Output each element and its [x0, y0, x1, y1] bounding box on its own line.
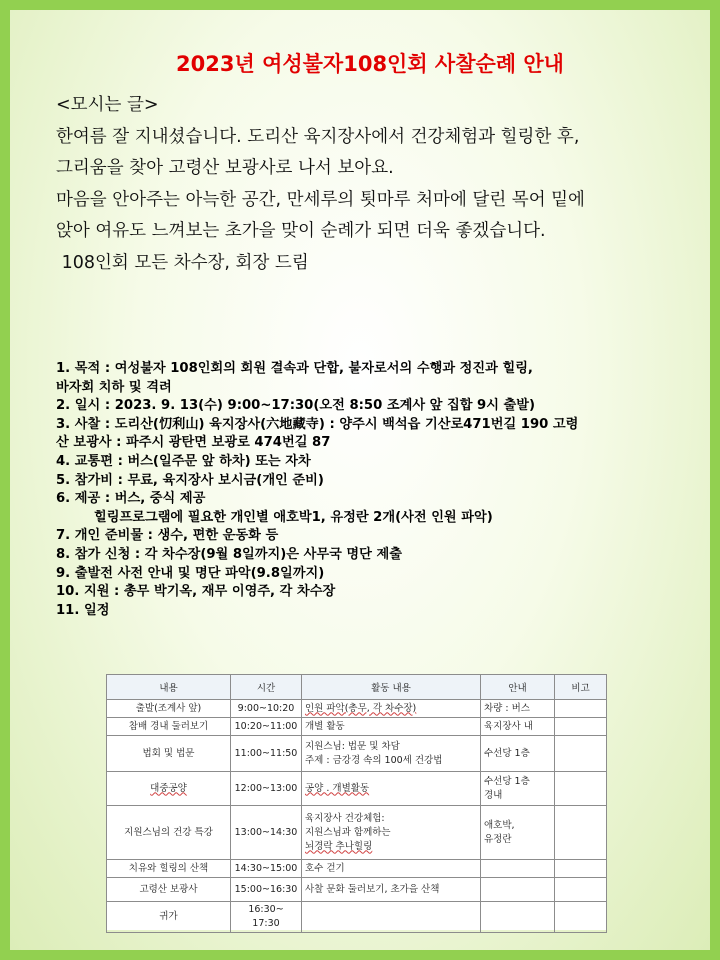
invitation-line: 앉아 여유도 느껴보는 초가을 맞이 순례가 되면 더욱 좋겠습니다. — [56, 221, 546, 241]
detail-registration: 8. 참가 신청 : 각 차수장(9월 8일까지)은 사무국 명단 제출 — [56, 546, 402, 562]
table-row — [107, 736, 607, 772]
detail-schedule: 11. 일정 — [56, 602, 110, 618]
schedule-table — [106, 674, 607, 933]
detail-transport: 4. 교통편 : 버스(일주문 앞 하차) 또는 자차 — [56, 453, 311, 469]
detail-date: 2. 일시 : 2023. 9. 13(수) 9:00~17:30(오전 8:50 조계사 앞 집합 9시 출발) — [56, 398, 536, 414]
schedule-table-wrapper — [106, 674, 606, 930]
cell-activity: 개별 활동 — [302, 718, 481, 736]
cell-note — [555, 700, 607, 718]
detail-purpose: 1. 목적 : 여성불자 108인회의 회원 결속과 단합, 불자로서의 수행과 정진과 힐링, — [56, 361, 533, 376]
cell-guide — [481, 878, 555, 902]
table-header-row — [107, 675, 607, 700]
cell-item: 참배 경내 둘러보기 — [107, 718, 231, 736]
detail-temples-cont: 산 보광사 : 파주시 광탄면 보광로 474번길 87 — [56, 435, 331, 451]
event-details — [56, 360, 706, 620]
header-note: 비고 — [555, 675, 607, 700]
activity-line — [305, 840, 477, 854]
cell-activity: 사찰 문화 둘러보기, 초가을 산책 — [302, 878, 481, 902]
cell-guide — [481, 772, 555, 806]
detail-support: 10. 지원 : 총무 박기옥, 재무 이영주, 각 차수장 — [56, 584, 336, 600]
cell-time: 11:00~11:50 — [231, 736, 302, 772]
detail-purpose-cont: 바자회 치하 및 격려 — [56, 379, 172, 395]
detail-provided: 6. 제공 : 버스, 중식 제공 — [56, 491, 206, 507]
cell-activity — [302, 902, 481, 933]
cell-time: 16:30~ 17:30 — [231, 902, 302, 933]
cell-guide: 육지장사 내 — [481, 718, 555, 736]
activity-text: 공양 . 개별활동 — [305, 782, 370, 794]
page-title: 2023년 여성불자108인회 사찰순례 안내 — [176, 52, 564, 76]
invitation-line: 마음을 안아주는 아늑한 공간, 만세루의 툇마루 처마에 달린 목어 밑에 — [56, 189, 585, 210]
cell-item: 법회 및 법문 — [107, 736, 231, 772]
activity-text: 인원 파악(총무, 각 차수장) — [305, 702, 417, 714]
cell-activity — [302, 772, 481, 806]
header-item: 내용 — [107, 675, 231, 700]
cell-time: 15:00~16:30 — [231, 878, 302, 902]
detail-notice: 9. 출발전 사전 안내 및 명단 파악(9.8일까지) — [56, 565, 325, 581]
cell-time: 10:20~11:00 — [231, 718, 302, 736]
guide-line: 유정란 — [484, 833, 512, 845]
cell-note — [555, 736, 607, 772]
cell-item — [107, 772, 231, 806]
table-row — [107, 860, 607, 878]
activity-line: 주제 : 금강경 속의 100세 건강법 — [305, 754, 443, 766]
item-text: 대중공양 — [150, 782, 187, 794]
activity-line: 지원스님과 함께하는 — [305, 826, 391, 838]
detail-provided-cont: 힐링프로그램에 필요한 개인별 애호박1, 유정란 2개(사전 인원 파악) — [94, 509, 493, 525]
cell-item: 지원스님의 건강 특강 — [107, 806, 231, 860]
cell-activity — [302, 736, 481, 772]
activity-line: 지원스님: 법문 및 차담 — [305, 740, 400, 752]
table-row — [107, 902, 607, 933]
cell-note — [555, 902, 607, 933]
header-activity: 활동 내용 — [302, 675, 481, 700]
cell-guide: 수선당 1층 — [481, 736, 555, 772]
cell-activity — [302, 806, 481, 860]
invitation-line: 한여름 잘 지내셨습니다. 도리산 육지장사에서 건강체험과 힐링한 후, — [56, 126, 580, 147]
cell-guide — [481, 902, 555, 933]
detail-temples: 3. 사찰 : 도리산(忉利山) 육지장사(六地藏寺) : 양주시 백석읍 기산로471번길 190 고령 — [56, 416, 579, 432]
guide-line: 경내 — [484, 789, 503, 801]
invitation-line: 그리움을 찾아 고령산 보광사로 나서 보아요. — [56, 158, 394, 178]
cell-item: 귀가 — [107, 902, 231, 933]
table-row — [107, 772, 607, 806]
table-row — [107, 878, 607, 902]
cell-guide — [481, 806, 555, 860]
cell-item: 치유와 힐링의 산책 — [107, 860, 231, 878]
cell-note — [555, 772, 607, 806]
header-guide: 안내 — [481, 675, 555, 700]
guide-line: 애호박, — [484, 819, 515, 831]
cell-note — [555, 860, 607, 878]
cell-note — [555, 806, 607, 860]
invitation-letter — [56, 90, 706, 279]
table-row — [107, 718, 607, 736]
cell-time: 9:00~10:20 — [231, 700, 302, 718]
invitation-heading: <모시는 글> — [56, 95, 159, 115]
cell-activity: 호수 걷기 — [302, 860, 481, 878]
cell-guide: 차량 : 버스 — [481, 700, 555, 718]
cell-item: 출발(조계사 앞) — [107, 700, 231, 718]
cell-time: 13:00~14:30 — [231, 806, 302, 860]
invitation-signature: 108인회 모든 차수장, 회장 드림 — [56, 252, 309, 273]
cell-note — [555, 878, 607, 902]
activity-line: 육지장사 건강체험: — [305, 812, 385, 824]
header-time: 시간 — [231, 675, 302, 700]
detail-fee: 5. 참가비 : 무료, 육지장사 보시금(개인 준비) — [56, 472, 324, 488]
cell-guide — [481, 860, 555, 878]
cell-activity — [302, 700, 481, 718]
guide-line: 수선당 1층 — [484, 775, 530, 787]
table-row — [107, 700, 607, 718]
cell-time: 12:00~13:00 — [231, 772, 302, 806]
cell-note — [555, 718, 607, 736]
detail-supplies: 7. 개인 준비물 : 생수, 편한 운동화 등 — [56, 528, 279, 544]
cell-time: 14:30~15:00 — [231, 860, 302, 878]
table-row — [107, 806, 607, 860]
activity-text: 뇌경락 추나힐링 — [305, 840, 373, 852]
cell-item: 고령산 보광사 — [107, 878, 231, 902]
